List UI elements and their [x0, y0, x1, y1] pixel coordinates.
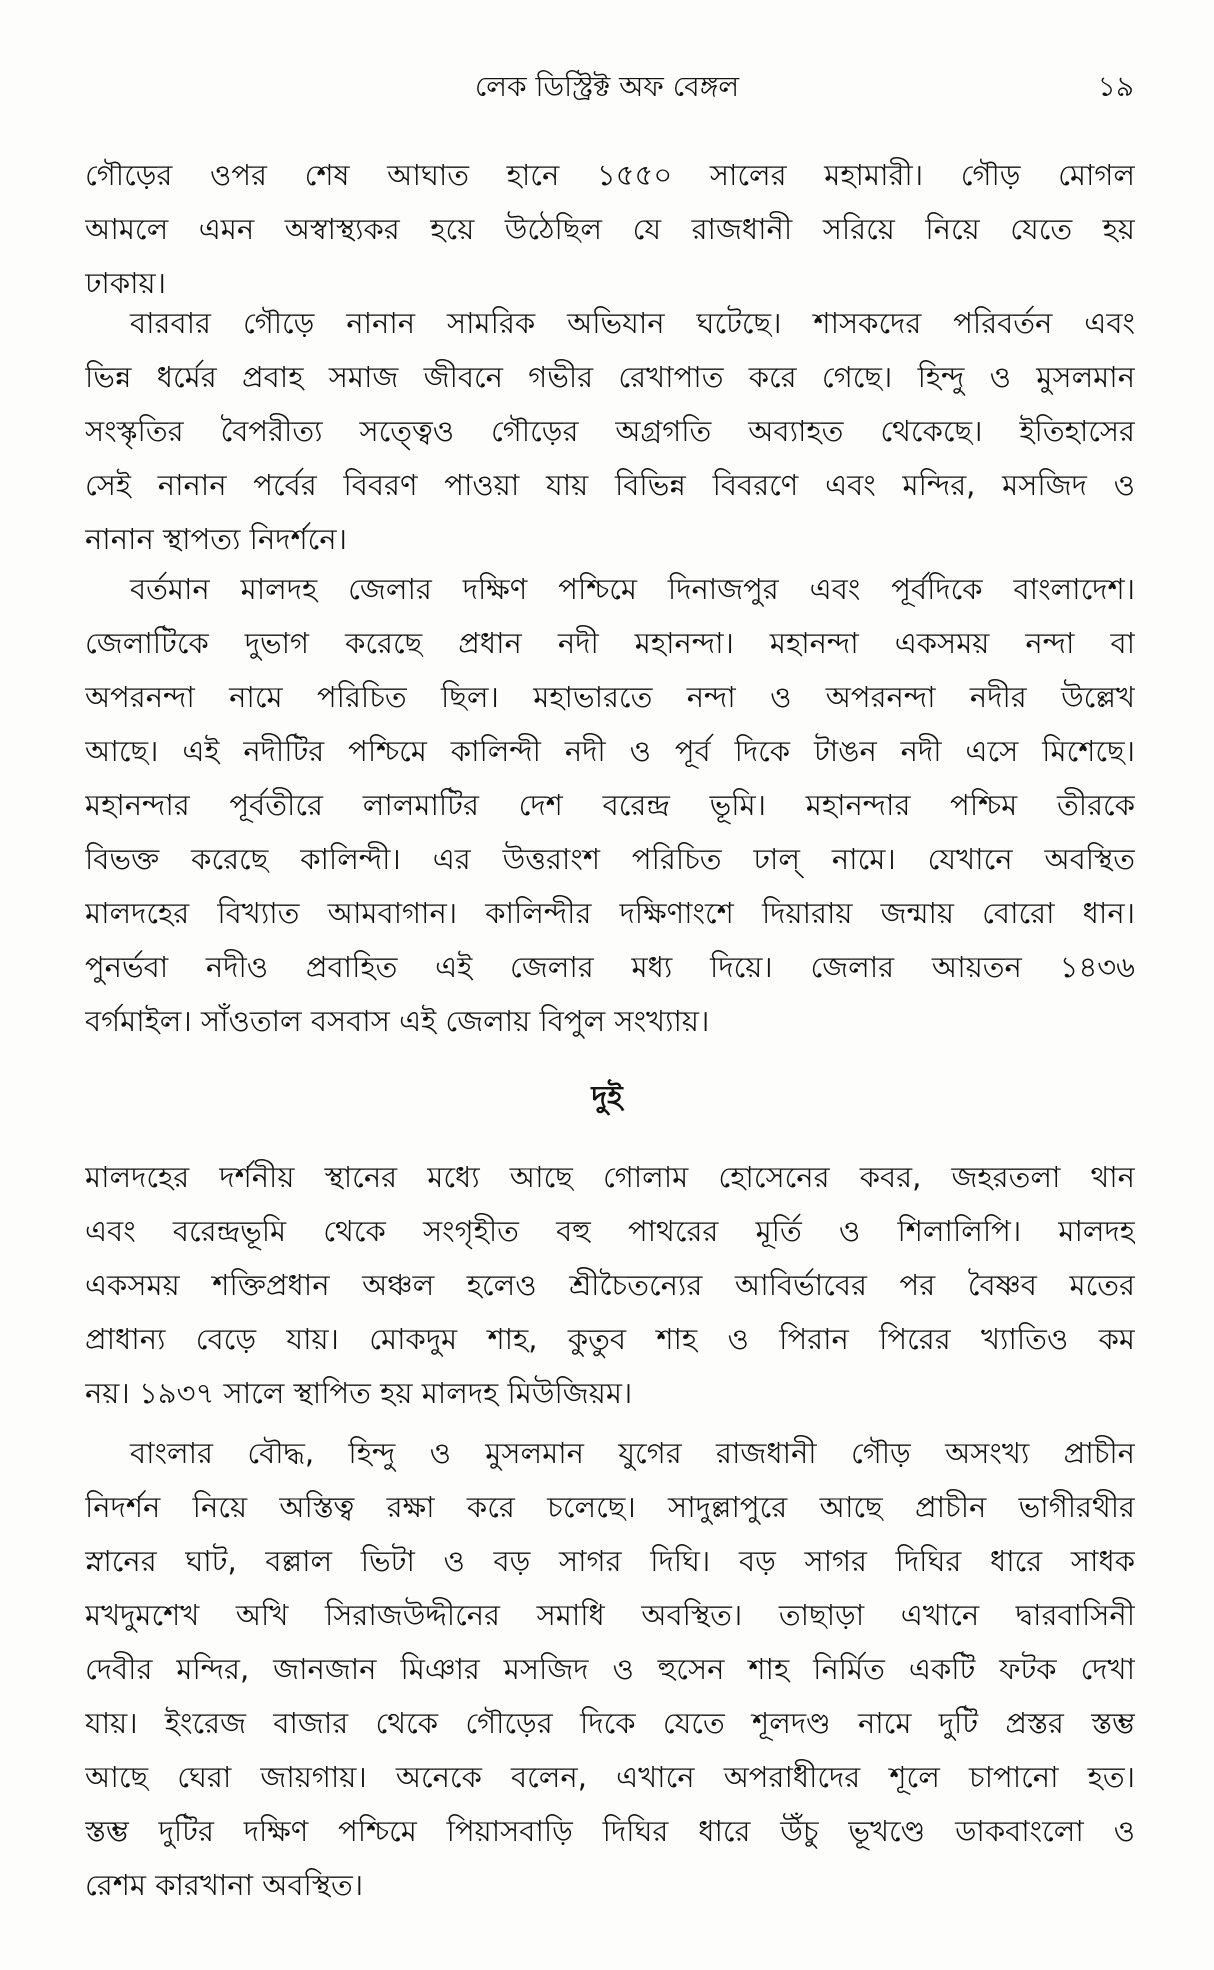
- page-number: ১৯: [1097, 70, 1134, 103]
- text-line: মহানন্দার পূর্বতীরে লালমাটির দেশ বরেন্দ্র ভূমি। মহানন্দার পশ্চিম তীরকে: [85, 788, 1135, 822]
- running-header: [0, 62, 1214, 112]
- text-line: মালদহের বিখ্যাত আমবাগান। কালিন্দীর দক্ষিণাংশে দিয়ারায় জন্মায় বোরো ধান।: [85, 896, 1135, 930]
- paragraph-4: [85, 1150, 1135, 1420]
- text-line: অপরনন্দা নামে পরিচিত ছিল। মহাভারতে নন্দা ও অপরনন্দা নদীর উল্লেখ: [85, 680, 1135, 714]
- text-line: বর্গমাইল। সাঁওতাল বসবাস এই জেলায় বিপুল সংখ্যায়।: [85, 1004, 710, 1038]
- paragraph-1: [85, 148, 1135, 310]
- text-line: নানান স্থাপত্য নিদর্শনে।: [85, 522, 347, 556]
- text-line: সেই নানান পর্বের বিবরণ পাওয়া যায় বিভিন্ন বিবরণে এবং মন্দির, মসজিদ ও: [85, 468, 1135, 502]
- text-line: বিভক্ত করেছে কালিন্দী। এর উত্তরাংশ পরিচিত ঢাল্ নামে। যেখানে অবস্থিত: [85, 842, 1135, 876]
- text-line: আছে ঘেরা জায়গায়। অনেকে বলেন, এখানে অপরাধীদের শূলে চাপানো হত।: [85, 1760, 1135, 1794]
- paragraph-3: [85, 562, 1135, 1048]
- text-line: সংস্কৃতির বৈপরীত্য সত্ত্বেও গৌড়ের অগ্রগতি অব্যাহত থেকেছে। ইতিহাসের: [85, 414, 1135, 448]
- text-line: ভিন্ন ধর্মের প্রবাহ সমাজ জীবনে গভীর রেখাপাত করে গেছে। হিন্দু ও মুসলমান: [85, 360, 1135, 394]
- text-line: নিদর্শন নিয়ে অস্তিত্ব রক্ষা করে চলেছে। সাদুল্লাপুরে আছে প্রাচীন ভাগীরথীর: [85, 1490, 1135, 1524]
- paragraph-2: [85, 296, 1135, 566]
- text-line: রেশম কারখানা অবস্থিত।: [85, 1868, 364, 1902]
- text-line: গৌড়ের ওপর শেষ আঘাত হানে ১৫৫০ সালের মহামারী। গৌড় মোগল: [85, 158, 1135, 192]
- text-line: বর্তমান মালদহ জেলার দক্ষিণ পশ্চিমে দিনাজপুর এবং পূর্বদিকে বাংলাদেশ।: [130, 572, 1135, 606]
- paragraph-5: [85, 1426, 1135, 1912]
- text-line: আছে। এই নদীটির পশ্চিমে কালিন্দী নদী ও পূর্ব দিকে টাঙন নদী এসে মিশেছে।: [85, 734, 1135, 768]
- text-line: মখদুমশেখ অখি সিরাজউদ্দীনের সমাধি অবস্থিত। তাছাড়া এখানে দ্বারবাসিনী: [85, 1598, 1135, 1632]
- text-line: প্রাধান্য বেড়ে যায়। মোকদুম শাহ, কুতুব শাহ ও পিরান পিরের খ্যাতিও কম: [85, 1322, 1135, 1356]
- text-line: একসময় শক্তিপ্রধান অঞ্চল হলেও শ্রীচৈতন্যের আবির্ভাবের পর বৈষ্ণব মতের: [85, 1268, 1135, 1302]
- text-line: নয়। ১৯৩৭ সালে স্থাপিত হয় মালদহ মিউজিয়ম।: [85, 1376, 633, 1410]
- text-line: ঢাকায়।: [85, 266, 166, 300]
- text-line: স্তম্ভ দুটির দক্ষিণ পশ্চিমে পিয়াসবাড়ি দিঘির ধারে উঁচু ভূখণ্ডে ডাকবাংলো ও: [85, 1814, 1135, 1848]
- text-line: মালদহের দর্শনীয় স্থানের মধ্যে আছে গোলাম হোসেনের কবর, জহরতলা থান: [85, 1160, 1135, 1194]
- text-line: এবং বরেন্দ্রভূমি থেকে সংগৃহীত বহু পাথরের মূর্তি ও শিলালিপি। মালদহ: [85, 1214, 1135, 1248]
- text-line: আমলে এমন অস্বাস্থ্যকর হয়ে উঠেছিল যে রাজধানী সরিয়ে নিয়ে যেতে হয়: [85, 212, 1135, 246]
- section-heading: দুই: [591, 1080, 623, 1115]
- text-line: জেলাটিকে দুভাগ করেছে প্রধান নদী মহানন্দা। মহানন্দা একসময় নন্দা বা: [85, 626, 1135, 660]
- book-title: লেক ডিস্ট্রিক্ট অফ বেঙ্গল: [474, 70, 740, 103]
- text-line: দেবীর মন্দির, জানজান মিঞার মসজিদ ও হুসেন শাহ নির্মিত একটি ফটক দেখা: [85, 1652, 1135, 1686]
- text-line: বাংলার বৌদ্ধ, হিন্দু ও মুসলমান যুগের রাজধানী গৌড় অসংখ্য প্রাচীন: [130, 1436, 1135, 1470]
- text-line: স্নানের ঘাট, বল্লাল ভিটা ও বড় সাগর দিঘি। বড় সাগর দিঘির ধারে সাধক: [85, 1544, 1135, 1578]
- text-line: বারবার গৌড়ে নানান সামরিক অভিযান ঘটেছে। শাসকদের পরিবর্তন এবং: [130, 306, 1135, 340]
- text-line: পুনর্ভবা নদীও প্রবাহিত এই জেলার মধ্য দিয়ে। জেলার আয়তন ১৪৩৬: [85, 950, 1135, 984]
- text-line: যায়। ইংরেজ বাজার থেকে গৌড়ের দিকে যেতে শূলদণ্ড নামে দুটি প্রস্তর স্তম্ভ: [85, 1706, 1135, 1740]
